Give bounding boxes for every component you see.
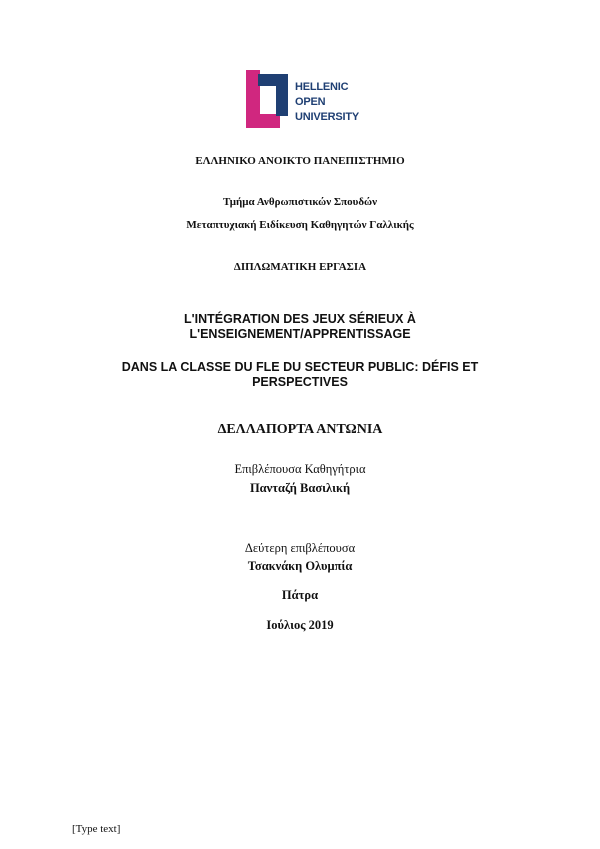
university-name: ΕΛΛΗΝΙΚΟ ΑΝΟΙΚΤΟ ΠΑΝΕΠΙΣΤΗΜΙΟ <box>195 155 405 167</box>
second-supervisor-label: Δεύτερη επιβλέπουσα <box>244 541 356 555</box>
logo-line-1: HELLENIC <box>295 81 349 93</box>
supervisor-label: Επιβλέπουσα Καθηγήτρια <box>234 462 366 476</box>
hellenic-open-university-emblem-icon <box>246 70 294 130</box>
second-supervisor-name: Τσακνάκη Ολυμπία <box>247 559 353 573</box>
logo-wordmark <box>295 80 359 125</box>
supervisor-name: Πανταζή Βασιλική <box>249 481 351 495</box>
date: Ιούλιος 2019 <box>266 618 334 632</box>
thesis-title-line-4: PERSPECTIVES <box>252 375 348 389</box>
logo-line-2: OPEN <box>295 96 326 108</box>
specialization-name: Μεταπτυχιακή Ειδίκευση Καθηγητών Γαλλικής <box>186 219 414 231</box>
thesis-title-line-3: DANS LA CLASSE DU FLE DU SECTEUR PUBLIC: DÉFIS ET <box>121 360 479 374</box>
footer-placeholder: [Type text] <box>72 823 121 835</box>
author-name: ΔΕΛΛΑΠΟΡΤΑ ΑΝΤΩΝΙΑ <box>217 422 383 437</box>
department-name: Τμήμα Ανθρωπιστικών Σπουδών <box>223 196 377 208</box>
city: Πάτρα <box>281 588 319 602</box>
thesis-title-line-2: L'ENSEIGNEMENT/APPRENTISSAGE <box>189 327 411 341</box>
document-type: ΔΙΠΛΩΜΑΤΙΚΗ ΕΡΓΑΣΙΑ <box>233 261 367 273</box>
university-logo <box>246 70 366 130</box>
logo-line-3: UNIVERSITY <box>295 111 360 123</box>
thesis-title-line-1: L'INTÉGRATION DES JEUX SÉRIEUX À <box>184 312 416 326</box>
